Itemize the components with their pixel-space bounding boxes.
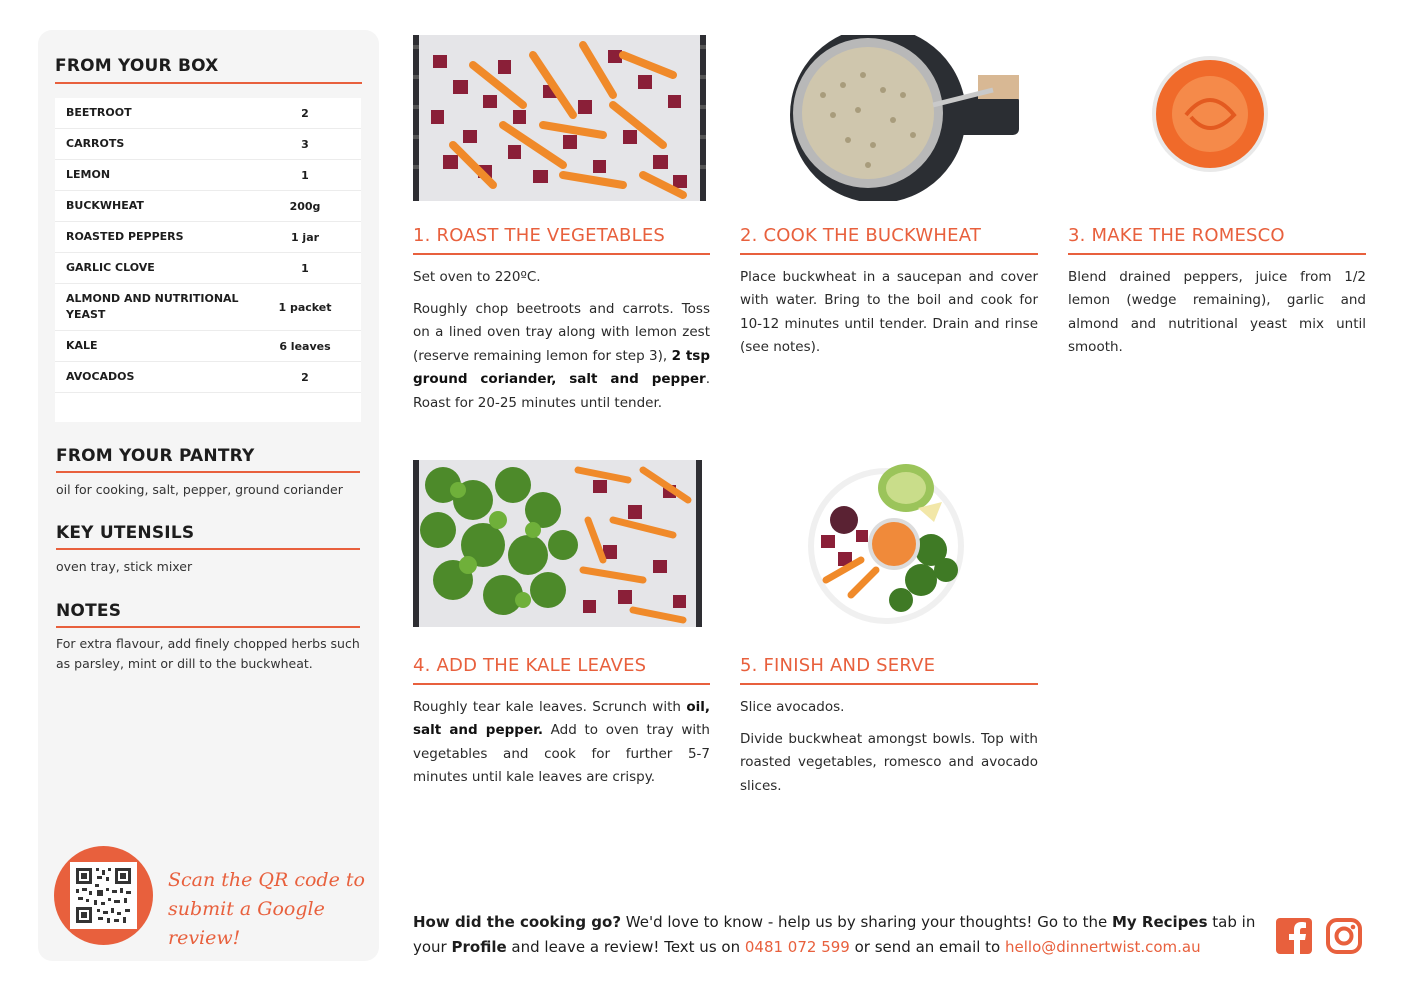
ingredient-qty: 1 [301, 261, 309, 275]
facebook-icon[interactable] [1276, 918, 1314, 956]
step-2-photo [773, 35, 1019, 201]
step-4-photo [413, 460, 702, 627]
step-5-text-2: Divide buckwheat amongst bowls. Top with roasted vegetables, romesco and avocado slices. [740, 731, 1038, 794]
ingredient-name: BUCKWHEAT [66, 199, 144, 212]
step-1-divider [413, 253, 710, 255]
from-your-box-title: FROM YOUR BOX [55, 56, 219, 76]
ingredient-name: GARLIC CLOVE [66, 261, 155, 274]
step-1-text-2: Roughly chop beetroots and carrots. Toss on a lined oven tray along with lemon zest (reserve remaining lemon for step 3), 2 tsp ground coriander, salt and pepper. Roast for 20-25 minutes until tender. [413, 301, 710, 411]
step-3-divider [1068, 253, 1366, 255]
ingredient-qty: 2 [301, 370, 309, 384]
ingredient-qty: 1 [301, 168, 309, 182]
step-2-text: Place buckwheat in a saucepan and cover with water. Bring to the boil and cook for 10-12 minutes until tender. Drain and rinse (see notes). [740, 269, 1038, 356]
ingredient-qty: 1 jar [290, 230, 320, 244]
ingredient-name: KALE [66, 339, 98, 352]
ingredient-qty: 2 [301, 106, 309, 120]
ingredient-qty: 200g [289, 199, 321, 213]
ingredient-name: AVOCADOS [66, 370, 135, 383]
step-4-text: Roughly tear kale leaves. Scrunch with oil, salt and pepper. Add to oven tray with vegetables and cook for further 5-7 minutes until kale leaves are crispy. [413, 699, 710, 786]
ingredient-qty: 1 packet [278, 300, 332, 314]
pantry-text: oil for cooking, salt, pepper, ground coriander [56, 482, 343, 497]
ingredient-name: ALMOND AND NUTRITIONAL YEAST [66, 292, 239, 321]
table-row [55, 331, 361, 362]
step-1-text-1: Set oven to 220ºC. [413, 269, 541, 285]
table-row [55, 98, 361, 129]
table-row [55, 160, 361, 191]
table-row [55, 129, 361, 160]
ingredient-name: ROASTED PEPPERS [66, 230, 184, 243]
instagram-icon[interactable] [1326, 918, 1364, 956]
table-row [55, 284, 361, 331]
table-row [55, 362, 361, 393]
step-2-divider [740, 253, 1038, 255]
notes-text: For extra flavour, add finely chopped herbs such as parsley, mint or dill to the buckwheat. [56, 636, 360, 671]
step-5-divider [740, 683, 1038, 685]
key-utensils-title: KEY UTENSILS [56, 523, 195, 543]
review-footer: How did the cooking go? We'd love to know - help us by sharing your thoughts! Go to the My Recipes tab in your Profile and leave a review! Text us on 0481 072 599 or send an email to hello@dinnertwist.com.au [413, 913, 1256, 956]
ingredient-name: CARROTS [66, 137, 125, 150]
ingredient-qty: 3 [301, 137, 309, 151]
table-row [55, 191, 361, 222]
qr-code-icon[interactable] [70, 862, 137, 929]
step-4-title: 4. ADD THE KALE LEAVES [413, 655, 647, 676]
step-5-text-1: Slice avocados. [740, 699, 845, 715]
ingredient-name: LEMON [66, 168, 111, 181]
step-3-title: 3. MAKE THE ROMESCO [1068, 225, 1285, 246]
step-2-title: 2. COOK THE BUCKWHEAT [740, 225, 982, 246]
from-your-pantry-title: FROM YOUR PANTRY [56, 446, 255, 466]
qr-review-text: Scan the QR code to submit a Google review! [168, 869, 365, 949]
email-link[interactable]: hello@dinnertwist.com.au [1005, 938, 1201, 956]
table-row [55, 253, 361, 284]
utensils-divider [56, 548, 360, 550]
step-5-title: 5. FINISH AND SERVE [740, 655, 936, 676]
box-title-divider [55, 82, 362, 84]
step-4-divider [413, 683, 710, 685]
step-1-photo [413, 35, 706, 201]
notes-divider [56, 626, 360, 628]
ingredient-name: BEETROOT [66, 106, 132, 119]
ingredient-qty: 6 leaves [279, 339, 331, 353]
pantry-divider [56, 471, 360, 473]
notes-title: NOTES [56, 601, 122, 621]
step-5-photo [806, 460, 966, 626]
phone-link[interactable]: 0481 072 599 [744, 938, 850, 956]
step-3-text: Blend drained peppers, juice from 1/2 lemon (wedge remaining), garlic and almond and nutritional yeast mix until smooth. [1068, 269, 1366, 356]
ingredients-table [55, 98, 361, 422]
step-1-title: 1. ROAST THE VEGETABLES [413, 225, 666, 246]
step-3-photo [1151, 55, 1269, 173]
utensils-text: oven tray, stick mixer [56, 559, 193, 574]
table-row [55, 222, 361, 253]
